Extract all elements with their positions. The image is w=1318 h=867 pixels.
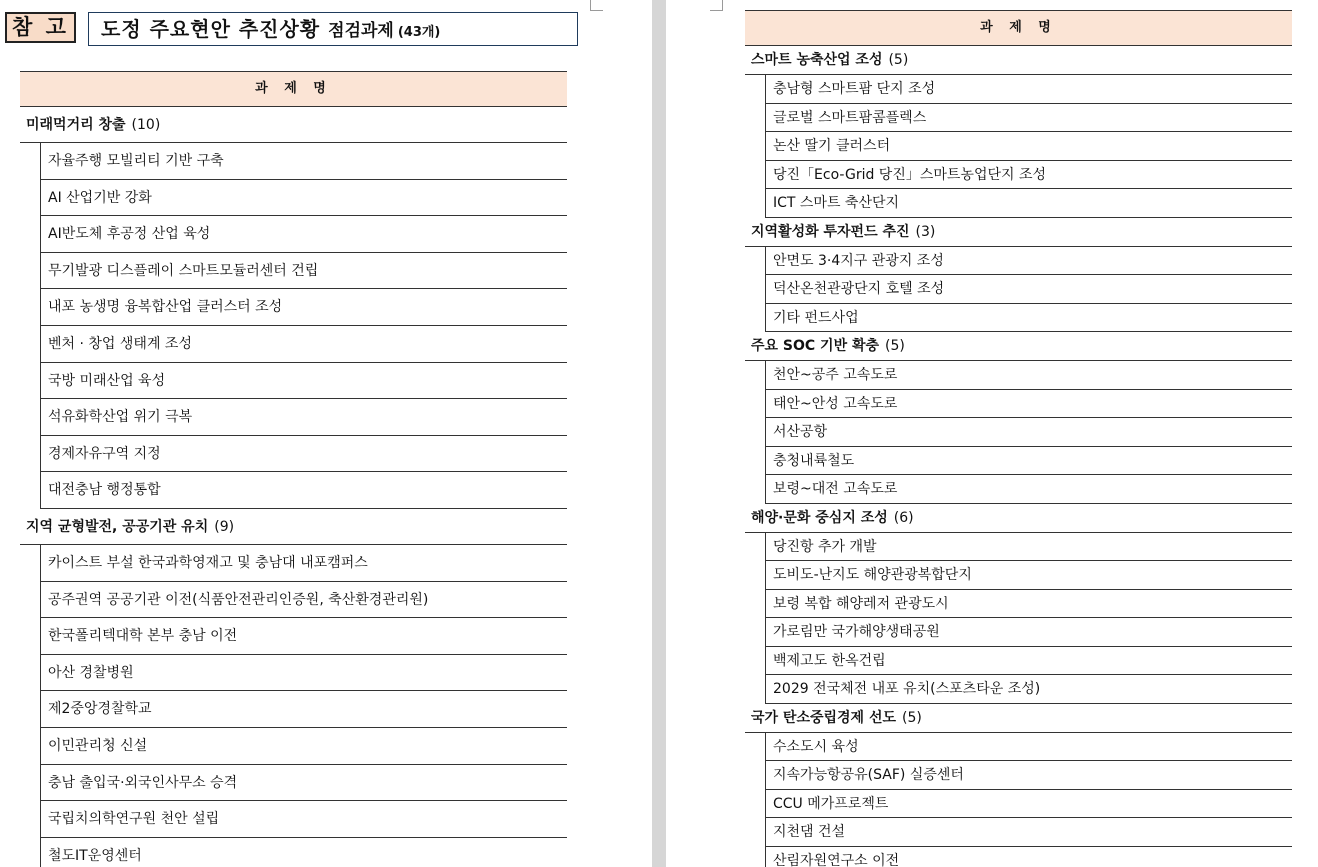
category-row — [745, 218, 1292, 247]
task-item: 한국폴리텍대학 본부 충남 이전 — [40, 618, 567, 655]
category-row — [745, 332, 1292, 361]
category-count: (10) — [131, 117, 161, 133]
task-item: 철도IT운영센터 — [40, 838, 567, 867]
task-item: 산림자원연구소 이전 — [765, 847, 1292, 867]
task-item: 벤처 · 창업 생태계 조성 — [40, 326, 567, 363]
category-title: 해양·문화 중심지 조성 — [751, 509, 888, 526]
task-item: 무기발광 디스플레이 스마트모듈러센터 건립 — [40, 253, 567, 290]
category-title: 지역활성화 투자펀드 추진 — [751, 223, 910, 240]
task-item: 공주권역 공공기관 이전(식품안전관리인증원, 축산환경관리원) — [40, 582, 567, 619]
table-body — [20, 107, 567, 867]
document-title-sub: 점검과제 — [328, 21, 394, 41]
category-title: 국가 탄소중립경제 선도 — [751, 709, 896, 726]
task-item: 지천댐 건설 — [765, 818, 1292, 847]
task-item: 충남형 스마트팜 단지 조성 — [765, 75, 1292, 104]
reference-tag: 참 고 — [5, 12, 76, 43]
task-item: 자율주행 모빌리티 기반 구축 — [40, 143, 567, 180]
category-row — [745, 504, 1292, 533]
page-gap — [652, 0, 666, 867]
task-item: 석유화학산업 위기 극복 — [40, 399, 567, 436]
task-item: 천안~공주 고속도로 — [765, 361, 1292, 390]
task-item: 도비도-난지도 해양관광복합단지 — [765, 561, 1292, 590]
task-item: 충남 출입국·외국인사무소 승격 — [40, 765, 567, 802]
task-item: 논산 딸기 클러스터 — [765, 132, 1292, 161]
task-item: 제2중앙경찰학교 — [40, 691, 567, 728]
document-title: 도정 주요현안 추진상황 — [101, 17, 321, 41]
task-item: AI 산업기반 강화 — [40, 180, 567, 217]
crop-mark — [590, 0, 603, 11]
task-item: 당진항 추가 개발 — [765, 533, 1292, 562]
task-item: AI반도체 후공정 산업 육성 — [40, 216, 567, 253]
category-row — [20, 107, 567, 143]
task-item: CCU 메가프로젝트 — [765, 790, 1292, 819]
table-body — [745, 46, 1292, 867]
category-count: (9) — [214, 518, 235, 535]
category-row — [745, 46, 1292, 75]
task-item: 국립치의학연구원 천안 설립 — [40, 801, 567, 838]
crop-mark — [710, 0, 723, 11]
task-item: 태안~안성 고속도로 — [765, 390, 1292, 419]
task-item: 카이스트 부설 한국과학영재고 및 충남대 내포캠퍼스 — [40, 545, 567, 582]
task-item: 가로림만 국가해양생태공원 — [765, 618, 1292, 647]
category-title: 미래먹거리 창출 — [26, 117, 126, 133]
task-item: 보령 복합 해양레저 관광도시 — [765, 590, 1292, 619]
task-item: ICT 스마트 축산단지 — [765, 189, 1292, 218]
category-title: 지역 균형발전, 공공기관 유치 — [26, 518, 209, 535]
document-page-right — [666, 0, 1318, 867]
document-page-left — [0, 0, 652, 867]
task-item: 국방 미래산업 육성 — [40, 363, 567, 400]
task-item: 백제고도 한옥건립 — [765, 647, 1292, 676]
category-count: (5) — [885, 338, 905, 354]
task-item: 기타 펀드사업 — [765, 304, 1292, 333]
task-item: 글로벌 스마트팜콤플렉스 — [765, 104, 1292, 133]
category-title: 스마트 농축산업 조성 — [751, 52, 883, 68]
task-item: 대전충남 행정통합 — [40, 472, 567, 509]
task-item: 충청내륙철도 — [765, 447, 1292, 476]
task-item: 보령~대전 고속도로 — [765, 475, 1292, 504]
table-header: 과 제 명 — [745, 10, 1292, 46]
category-count: (3) — [915, 223, 936, 240]
task-item: 내포 농생명 융복합산업 클러스터 조성 — [40, 289, 567, 326]
task-item: 덕산온천관광단지 호텔 조성 — [765, 275, 1292, 304]
task-table-right — [745, 10, 1292, 867]
task-item: 이민관리청 신설 — [40, 728, 567, 765]
task-item: 안면도 3·4지구 관광지 조성 — [765, 247, 1292, 276]
category-count: (5) — [888, 52, 909, 68]
category-row — [745, 704, 1292, 733]
document-title-box — [88, 12, 578, 46]
category-count: (5) — [902, 709, 922, 726]
task-item: 지속가능항공유(SAF) 실증센터 — [765, 761, 1292, 790]
task-item: 아산 경찰병원 — [40, 655, 567, 692]
category-title: 주요 SOC 기반 확충 — [751, 338, 880, 354]
task-item: 경제자유구역 지정 — [40, 436, 567, 473]
task-table-left — [20, 71, 567, 867]
category-count: (6) — [893, 509, 914, 526]
task-item: 당진「Eco-Grid 당진」스마트농업단지 조성 — [765, 161, 1292, 190]
task-item: 2029 전국체전 내포 유치(스포츠타운 조성) — [765, 675, 1292, 704]
task-item: 서산공항 — [765, 418, 1292, 447]
table-header: 과 제 명 — [20, 71, 567, 107]
task-total-count: (43개) — [397, 25, 441, 40]
task-item: 수소도시 육성 — [765, 733, 1292, 762]
category-row — [20, 509, 567, 545]
